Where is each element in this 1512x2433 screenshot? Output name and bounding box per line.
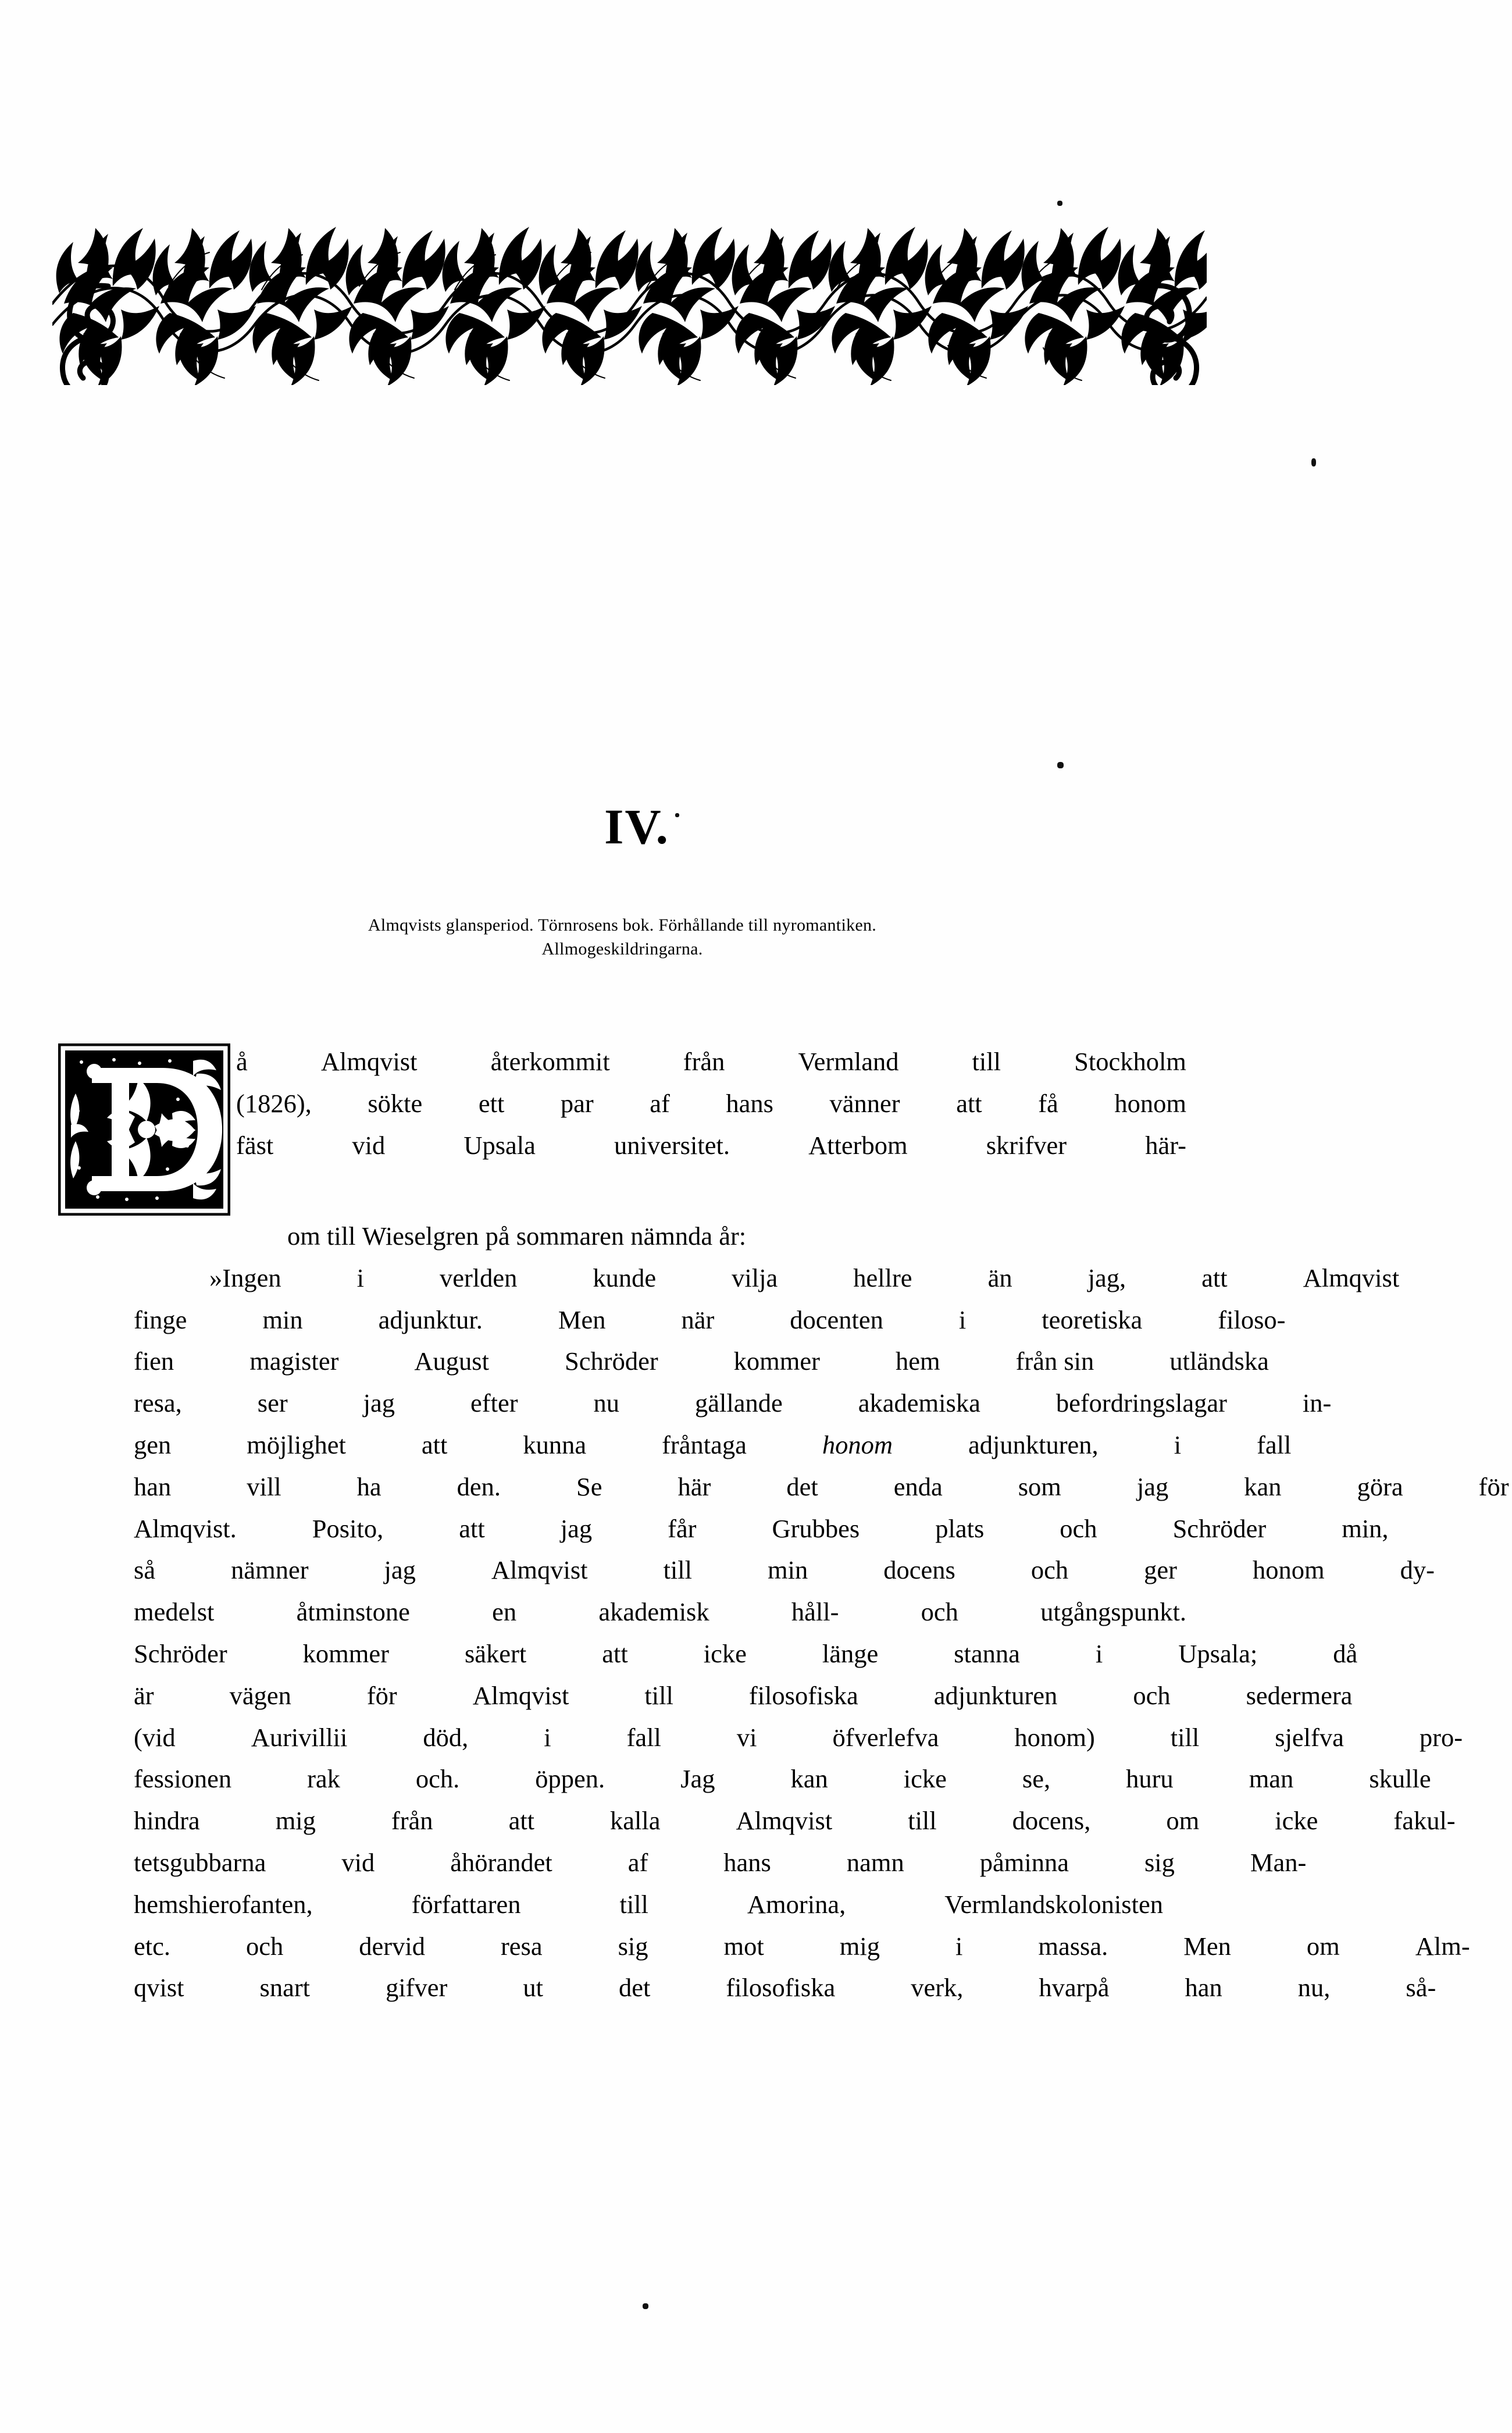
text-line: hemshierofanten, författaren till Amorina, Vermlandskolonisten xyxy=(134,1889,1163,1919)
text-line: fien magister August Schröder kommer hem från sin utländska xyxy=(134,1346,1269,1376)
text-line: han vill ha den. Se här det enda som jag kan göra för xyxy=(134,1472,1509,1501)
text-line: Almqvist. Posito, att jag får Grubbes plats och Schröder min, xyxy=(134,1513,1389,1543)
text-line: Schröder kommer säkert att icke länge stanna i Upsala; då xyxy=(134,1638,1358,1668)
text-line: är vägen för Almqvist till filosofiska adjunkturen och sedermera xyxy=(134,1680,1353,1710)
text-line: resa, ser jag efter nu gällande akademiska befordringslagar in- xyxy=(134,1388,1332,1418)
chapter-argument-line: Allmogeskildringarna. xyxy=(541,939,703,959)
text-line: (vid Aurivillii död, i fall vi öfverlefva honom) till sjelfva pro- xyxy=(134,1722,1463,1752)
paragraph-quoted-letter xyxy=(58,1258,1509,2009)
text-line: tetsgubbarna vid åhörandet af hans namn påminna sig Man- xyxy=(134,1847,1307,1877)
text-line: så nämner jag Almqvist till min docens och ger honom dy- xyxy=(134,1555,1435,1585)
italic-word: honom xyxy=(822,1430,893,1459)
chapter-number: IV. xyxy=(604,799,669,854)
text-line: (1826), sökte ett par af hans vänner att få honom xyxy=(236,1088,1186,1118)
text-line: hindra mig från att kalla Almqvist till docens, om icke fakul- xyxy=(134,1806,1456,1836)
text-line: å Almqvist återkommit från Vermland till Stockholm xyxy=(236,1047,1186,1076)
text-line: fäst vid Upsala universitet. Atterbom skrifver här- xyxy=(236,1130,1186,1160)
dropcap-initial-d-icon xyxy=(58,1043,230,1216)
scan-speck xyxy=(643,2303,648,2309)
text-line: »Ingen i verlden kunde vilja hellre än jag, att Almqvist xyxy=(209,1263,1400,1292)
scan-speck xyxy=(1311,458,1316,466)
text-line: om till Wieselgren på sommaren nämnda år: xyxy=(287,1221,747,1251)
scan-speck xyxy=(1057,201,1062,206)
text-line: medelst åtminstone en akademisk håll- och utgångspunkt. xyxy=(134,1597,1186,1627)
text-line: qvist snart gifver ut det filosofiska verk, hvarpå han nu, så- xyxy=(134,1973,1436,2003)
chapter-argument xyxy=(58,913,1186,961)
text-line: etc. och dervid resa sig mot mig i massa. Men om Alm- xyxy=(134,1931,1470,1961)
text-line: finge min adjunktur. Men när docenten i teoretiska filoso- xyxy=(134,1305,1286,1334)
acanthus-scrollwork-headpiece-ornament xyxy=(52,216,1207,385)
chapter-argument-line: Almqvists glansperiod. Törnrosens bok. Förhållande till nyromantiken. xyxy=(368,916,877,935)
text-line: fessionen rak och. öppen. Jag kan icke se, huru man skulle xyxy=(134,1764,1431,1794)
scan-speck xyxy=(1057,762,1064,768)
body-text-block xyxy=(58,1041,1509,2009)
text-line: gen möjlighet att kunna fråntaga honom adjunkturen, i fall xyxy=(58,1424,1186,1466)
